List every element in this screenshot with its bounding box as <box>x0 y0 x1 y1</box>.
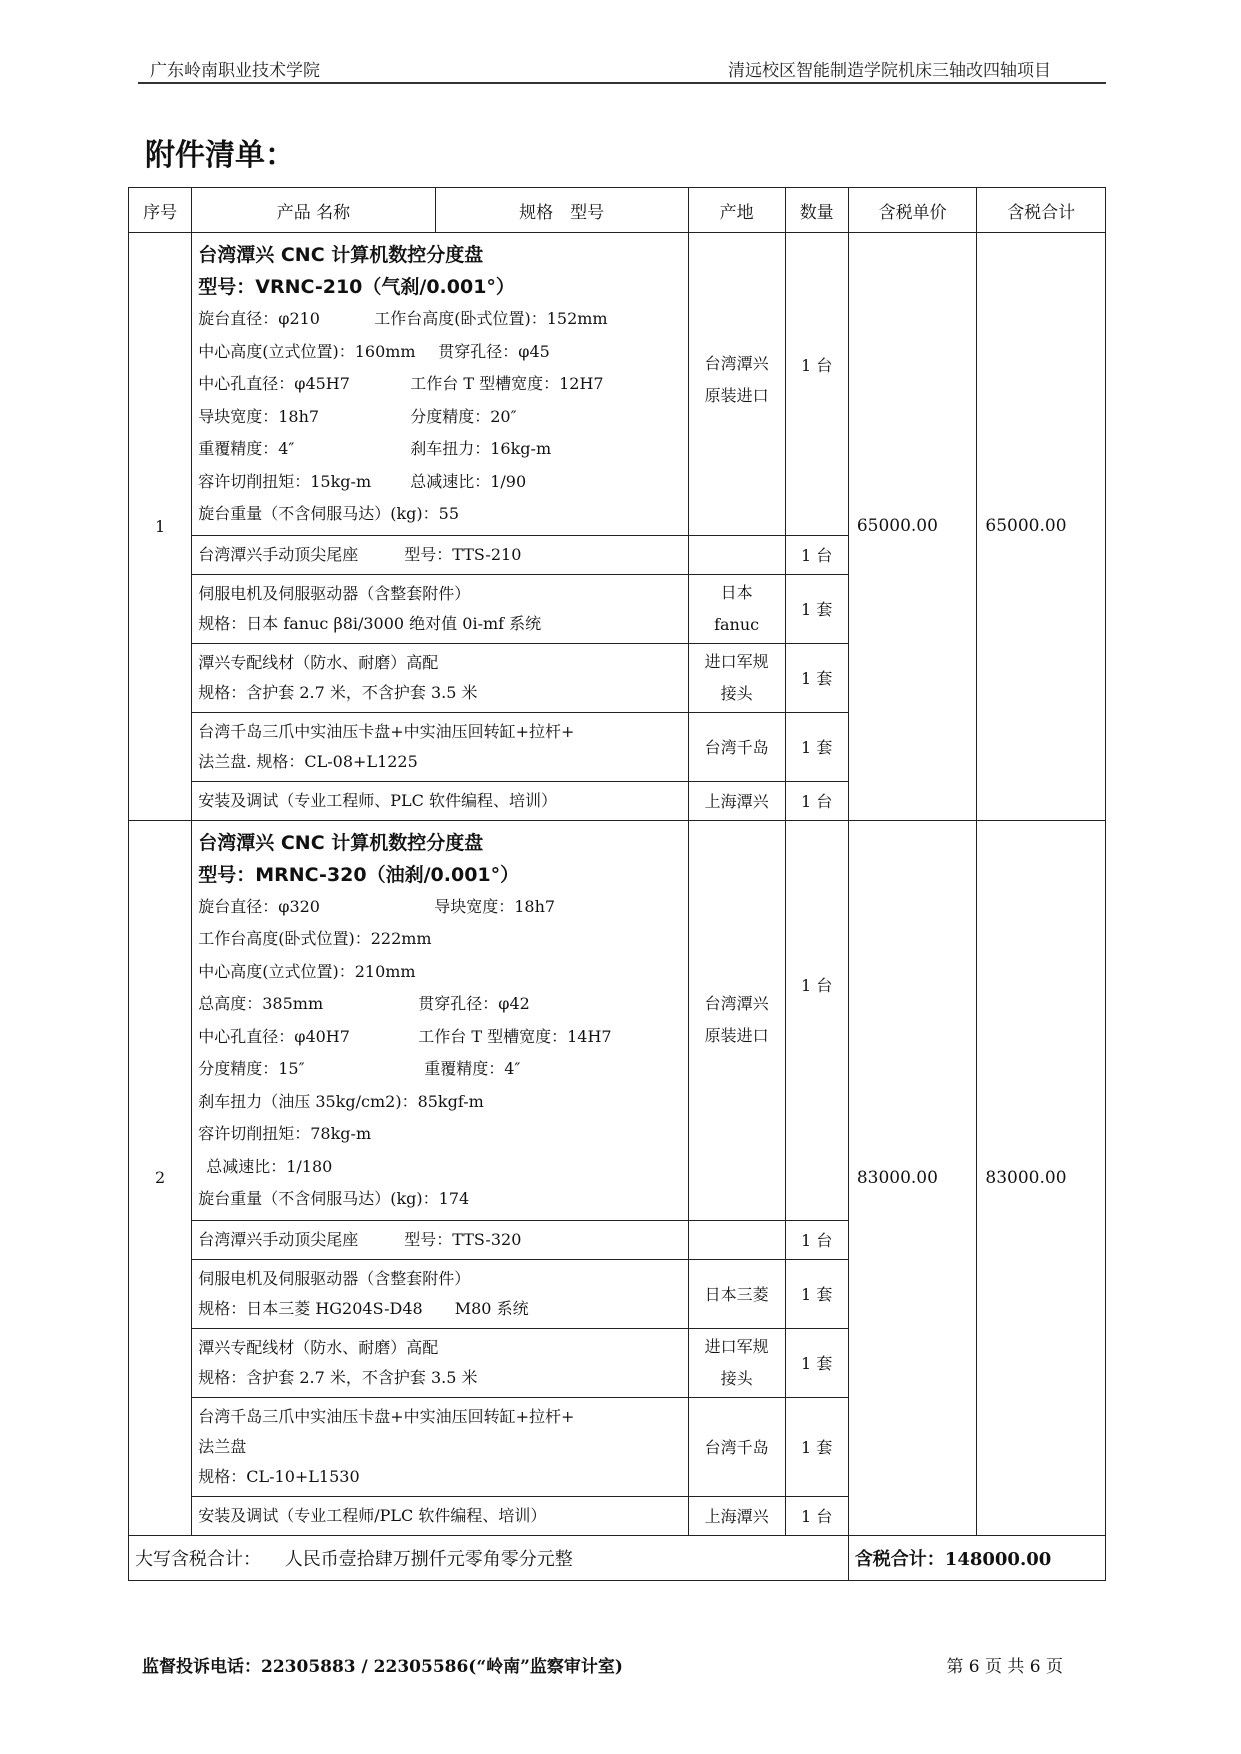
origin-text: 进口军规 <box>704 651 769 671</box>
qty-cell: 1 套 <box>785 712 848 781</box>
spec-item: 旋台直径：φ210 <box>198 309 320 328</box>
servo-line: 规格：日本三菱 HG204S-D48 M80 系统 <box>198 1298 529 1318</box>
origin-cell <box>688 233 785 536</box>
install-cell: 安装及调试（专业工程师、PLC 软件编程、培训） <box>192 781 688 820</box>
row-number: 1 <box>129 233 192 821</box>
chuck-line: 台湾千岛三爪中实油压卡盘+中实油压回转缸+拉杆+ <box>198 721 575 741</box>
servo-line: 伺服电机及伺服驱动器（含整套附件） <box>198 583 471 603</box>
qty-cell: 1 套 <box>785 1397 848 1496</box>
spec-item: 总减速比：1/90 <box>410 471 527 491</box>
unit-price: 83000.00 <box>848 820 977 1535</box>
origin-cell <box>688 535 785 574</box>
qty-cell: 1 台 <box>785 781 848 820</box>
cable-cell <box>192 643 688 712</box>
spec-item: 贯穿孔径：φ45 <box>438 341 550 361</box>
spec-item: 旋台重量（不含伺服马达）(kg)：174 <box>198 1189 470 1208</box>
header-rule <box>138 82 1106 84</box>
chuck-cell <box>192 712 688 781</box>
qty-cell: 1 台 <box>785 1496 848 1535</box>
origin-cell: 上海潭兴 <box>688 781 785 820</box>
table-header-row <box>129 188 1106 233</box>
spec-item: 导块宽度：18h7 <box>198 406 320 426</box>
header-right: 清远校区智能制造学院机床三轴改四轴项目 <box>728 61 1051 81</box>
chuck-line: 规格：CL-10+L1530 <box>198 1466 360 1486</box>
spec-item: 旋台重量（不含伺服马达）(kg)：55 <box>198 504 460 523</box>
servo-line: 伺服电机及伺服驱动器（含整套附件） <box>198 1268 471 1288</box>
total-words-label: 大写含税合计： <box>135 1548 261 1570</box>
qty-cell: 1 台 <box>785 1220 848 1259</box>
qty-cell: 1 套 <box>785 574 848 643</box>
page-title: 附件清单： <box>145 138 295 173</box>
chuck-cell <box>192 1397 688 1496</box>
spec-item: 工作台 T 型槽宽度：14H7 <box>418 1026 612 1046</box>
spec-item: 中心高度(立式位置)：160mm <box>198 341 416 361</box>
spec-item: 分度精度：15″ <box>198 1059 305 1078</box>
qty-cell: 1 套 <box>785 643 848 712</box>
col-header: 产品 名称 <box>192 188 435 233</box>
chuck-line: 法兰盘. 规格：CL-08+L1225 <box>198 751 418 771</box>
col-header: 数量 <box>785 188 848 233</box>
chuck-line: 台湾千岛三爪中实油压卡盘+中实油压回转缸+拉杆+ <box>198 1406 575 1426</box>
attachment-table <box>128 187 1106 1581</box>
spec-item: 中心孔直径：φ45H7 <box>198 374 350 393</box>
origin-cell <box>688 574 785 643</box>
cable-line: 规格：含护套 2.7 米，不含护套 3.5 米 <box>198 1367 478 1387</box>
origin-text: fanuc <box>714 614 760 634</box>
qty-cell: 1 套 <box>785 1328 848 1397</box>
spec-item: 分度精度：20″ <box>410 406 517 426</box>
spec-item: 工作台 T 型槽宽度：12H7 <box>410 374 604 393</box>
total-words: 人民币壹拾肆万捌仟元零角零分元整 <box>284 1548 573 1570</box>
origin-cell <box>688 1328 785 1397</box>
origin-text: 日本 <box>720 582 753 602</box>
spec-item: 重覆精度：4″ <box>198 439 295 458</box>
servo-cell <box>192 574 688 643</box>
line-total: 65000.00 <box>977 233 1106 821</box>
spec-item: 中心孔直径：φ40H7 <box>198 1026 350 1046</box>
origin-cell: 上海潭兴 <box>688 1496 785 1535</box>
header-left: 广东岭南职业技术学院 <box>150 61 320 81</box>
tailstock-cell <box>192 535 688 574</box>
servo-line: 规格：日本 fanuc β8i/3000 绝对值 0i-mf 系统 <box>198 613 542 633</box>
cable-line: 规格：含护套 2.7 米，不含护套 3.5 米 <box>198 682 478 702</box>
servo-cell <box>192 1259 688 1328</box>
qty-cell: 1 套 <box>785 1259 848 1328</box>
spec-item: 容许切削扭矩：15kg-m <box>198 471 372 491</box>
qty-cell: 1 台 <box>785 820 848 1220</box>
product-spec <box>192 233 688 536</box>
spec-item: 总减速比：1/180 <box>206 1156 333 1176</box>
tailstock-cell <box>192 1220 688 1259</box>
qty-cell: 1 台 <box>785 535 848 574</box>
col-header: 规格 型号 <box>435 188 688 233</box>
tailstock-model: 型号：TTS-210 <box>404 544 522 564</box>
total-sum: 含税合计：148000.00 <box>848 1535 1105 1580</box>
origin-text: 接头 <box>720 683 753 703</box>
product-title: 台湾潭兴 CNC 计算机数控分度盘 <box>198 244 484 266</box>
line-total: 83000.00 <box>977 820 1106 1535</box>
origin-cell <box>688 1220 785 1259</box>
spec-item: 导块宽度：18h7 <box>434 896 556 916</box>
product-title: 台湾潭兴 CNC 计算机数控分度盘 <box>198 831 484 854</box>
col-header: 含税合计 <box>977 188 1106 233</box>
spec-item: 重覆精度：4″ <box>424 1059 521 1078</box>
spec-item: 工作台高度(卧式位置)：152mm <box>374 309 608 328</box>
product-spec <box>192 820 688 1220</box>
origin-cell <box>688 820 785 1220</box>
spec-item: 容许切削扭矩：78kg-m <box>198 1124 372 1143</box>
spec-item: 旋台直径：φ320 <box>198 896 320 916</box>
origin-cell: 台湾千岛 <box>688 712 785 781</box>
spec-item: 总高度：385mm <box>198 994 324 1013</box>
origin-text: 进口军规 <box>704 1336 769 1356</box>
col-header: 产地 <box>688 188 785 233</box>
origin-cell: 台湾千岛 <box>688 1397 785 1496</box>
tailstock-name: 台湾潭兴手动顶尖尾座 <box>198 1229 359 1249</box>
spec-item: 刹车扭力：16kg-m <box>410 439 552 458</box>
unit-price: 65000.00 <box>848 233 977 821</box>
qty-cell: 1 台 <box>785 233 848 536</box>
footer-complaint-phone: 监督投诉电话：22305883 / 22305586(“岭南”监察审计室) <box>142 1657 623 1677</box>
footer-page-number: 第 6 页 共 6 页 <box>946 1657 1063 1677</box>
spec-item: 中心高度(立式位置)：210mm <box>198 961 416 981</box>
product-model: 型号：VRNC-210（气刹/0.001°） <box>198 276 515 298</box>
install-cell: 安装及调试（专业工程师/PLC 软件编程、培训） <box>192 1496 688 1535</box>
origin-text: 台湾潭兴 <box>704 994 769 1013</box>
cable-line: 潭兴专配线材（防水、耐磨）高配 <box>198 652 439 672</box>
tailstock-name: 台湾潭兴手动顶尖尾座 <box>198 544 359 564</box>
chuck-line: 法兰盘 <box>198 1436 247 1456</box>
cable-line: 潭兴专配线材（防水、耐磨）高配 <box>198 1337 439 1357</box>
total-row <box>129 1535 1106 1580</box>
spec-item: 贯穿孔径：φ42 <box>418 994 530 1013</box>
total-words-cell <box>129 1535 849 1580</box>
cable-cell <box>192 1328 688 1397</box>
origin-text: 原装进口 <box>704 1026 769 1045</box>
origin-text: 接头 <box>720 1368 753 1388</box>
spec-item: 刹车扭力（油压 35kg/cm2)：85kgf-m <box>198 1091 484 1111</box>
col-header: 序号 <box>129 188 192 233</box>
origin-cell <box>688 643 785 712</box>
col-header: 含税单价 <box>848 188 977 233</box>
origin-text: 原装进口 <box>704 386 769 405</box>
origin-text: 台湾潭兴 <box>704 354 769 373</box>
table-row <box>129 233 1106 536</box>
table-row <box>129 820 1106 1220</box>
product-model: 型号：MRNC-320（油刹/0.001°） <box>198 863 520 886</box>
spec-item: 工作台高度(卧式位置)：222mm <box>198 929 432 948</box>
row-number: 2 <box>129 820 192 1535</box>
origin-cell: 日本三菱 <box>688 1259 785 1328</box>
tailstock-model: 型号：TTS-320 <box>404 1229 522 1249</box>
